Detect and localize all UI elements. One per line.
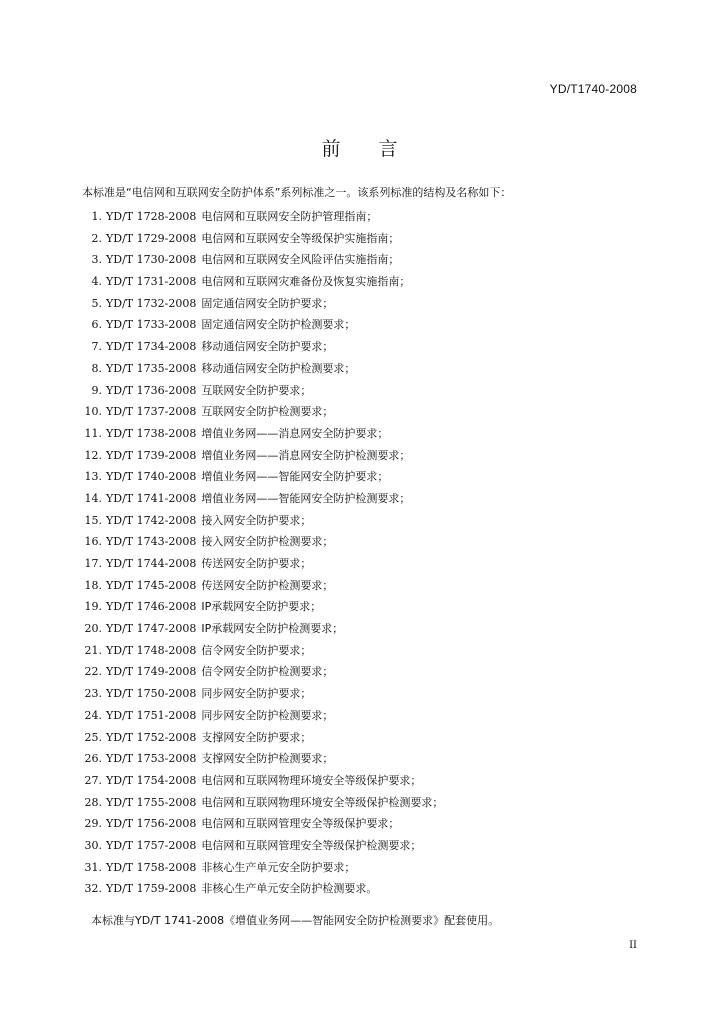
item-standard-code: YD/T 1739-2008 <box>106 448 197 462</box>
list-item <box>82 553 443 575</box>
item-standard-code: YD/T 1753-2008 <box>106 752 197 766</box>
item-standard-name: 电信网和互联网灾难备份及恢复实施指南； <box>201 275 411 289</box>
item-standard-name: 同步网安全防护检测要求； <box>201 708 334 722</box>
list-item <box>82 401 443 423</box>
item-number: 27. <box>84 773 102 787</box>
item-standard-name: 接入网安全防护检测要求； <box>201 535 334 549</box>
item-number: 22. <box>84 665 102 679</box>
item-standard-name: 非核心生产单元安全防护检测要求。 <box>201 882 378 896</box>
item-number: 4. <box>91 275 102 289</box>
list-item <box>82 314 443 336</box>
item-standard-name: 互联网安全防护要求； <box>201 383 312 397</box>
item-number: 3. <box>91 253 102 267</box>
standards-list <box>82 206 443 900</box>
item-standard-code: YD/T 1745-2008 <box>106 578 197 592</box>
page-number: II <box>629 940 637 951</box>
list-item <box>82 792 443 814</box>
item-number: 31. <box>84 860 102 874</box>
item-number: 18. <box>84 578 102 592</box>
item-number: 15. <box>84 513 102 527</box>
item-number: 8. <box>91 361 102 375</box>
page-title: 前 言 <box>321 138 398 160</box>
item-standard-code: YD/T 1750-2008 <box>106 687 197 701</box>
item-standard-code: YD/T 1748-2008 <box>106 643 197 657</box>
item-standard-name: 信令网安全防护要求； <box>201 643 312 657</box>
item-number: 7. <box>91 340 102 354</box>
list-item <box>82 206 443 228</box>
item-number: 10. <box>84 405 102 419</box>
item-standard-code: YD/T 1756-2008 <box>106 817 197 831</box>
item-number: 14. <box>84 491 102 505</box>
list-item <box>82 249 443 271</box>
item-standard-code: YD/T 1734-2008 <box>106 340 197 354</box>
item-standard-name: 接入网安全防护要求； <box>201 513 312 527</box>
item-standard-code: YD/T 1738-2008 <box>106 426 197 440</box>
item-standard-name: 增值业务网——智能网安全防护要求； <box>201 470 389 484</box>
item-standard-name: 增值业务网——消息网安全防护要求； <box>201 426 389 440</box>
item-number: 21. <box>84 643 102 657</box>
item-number: 11. <box>84 426 102 440</box>
item-standard-code: YD/T 1757-2008 <box>106 838 197 852</box>
item-standard-code: YD/T 1740-2008 <box>106 470 197 484</box>
list-item <box>82 705 443 727</box>
item-standard-code: YD/T 1759-2008 <box>106 882 197 896</box>
item-standard-code: YD/T 1733-2008 <box>106 318 197 332</box>
list-item <box>82 380 443 402</box>
item-standard-code: YD/T 1742-2008 <box>106 513 197 527</box>
item-number: 24. <box>84 708 102 722</box>
item-number: 26. <box>84 752 102 766</box>
item-standard-name: 移动通信网安全防护要求； <box>201 340 334 354</box>
item-number: 1. <box>91 210 102 223</box>
item-number: 5. <box>91 296 102 310</box>
list-item <box>82 727 443 749</box>
item-standard-code: YD/T 1731-2008 <box>106 275 197 289</box>
list-item <box>82 813 443 835</box>
list-item <box>82 336 443 358</box>
item-standard-name: 同步网安全防护要求； <box>201 687 312 701</box>
item-standard-code: YD/T 1732-2008 <box>106 296 197 310</box>
item-standard-name: IP承载网安全防护要求； <box>201 600 322 614</box>
list-item <box>82 748 443 770</box>
list-item <box>82 683 443 705</box>
item-standard-name: 互联网安全防护检测要求； <box>201 405 334 419</box>
item-standard-code: YD/T 1751-2008 <box>106 708 197 722</box>
item-number: 32. <box>84 882 102 896</box>
list-item <box>82 661 443 683</box>
list-item <box>82 358 443 380</box>
footer-note: 本标准与YD/T 1741-2008《增值业务网——智能网安全防护检测要求》配套使用。 <box>91 914 500 927</box>
list-item <box>82 878 443 900</box>
item-number: 12. <box>84 448 102 462</box>
list-item <box>82 271 443 293</box>
item-standard-name: 电信网和互联网安全风险评估实施指南； <box>201 253 400 267</box>
item-standard-code: YD/T 1754-2008 <box>106 773 197 787</box>
list-item <box>82 445 443 467</box>
intro-paragraph: 本标准是“电信网和互联网安全防护体系”系列标准之一。该系列标准的结构及名称如下： <box>82 186 512 199</box>
item-standard-name: 电信网和互联网物理环境安全等级保护要求； <box>201 773 422 787</box>
item-standard-name: 电信网和互联网物理环境安全等级保护检测要求； <box>201 795 444 809</box>
list-item <box>82 640 443 662</box>
item-standard-name: 移动通信网安全防护检测要求； <box>201 361 356 375</box>
item-standard-name: 非核心生产单元安全防护要求； <box>201 860 356 874</box>
list-item <box>82 835 443 857</box>
item-number: 17. <box>84 557 102 570</box>
item-standard-name: 固定通信网安全防护检测要求； <box>201 318 356 332</box>
item-number: 30. <box>84 838 102 852</box>
item-standard-code: YD/T 1743-2008 <box>106 535 197 549</box>
item-number: 13. <box>84 470 102 484</box>
list-item <box>82 228 443 250</box>
item-standard-name: 电信网和互联网安全等级保护实施指南； <box>201 231 400 245</box>
list-item <box>82 531 443 553</box>
item-standard-code: YD/T 1741-2008 <box>106 491 197 505</box>
item-standard-name: 传送网安全防护检测要求； <box>201 578 334 592</box>
list-item <box>82 510 443 532</box>
standard-code-header: YD/T1740-2008 <box>549 82 637 96</box>
item-standard-code: YD/T 1730-2008 <box>106 253 197 267</box>
list-item <box>82 423 443 445</box>
item-standard-name: 电信网和互联网管理安全等级保护要求； <box>201 817 400 831</box>
item-standard-name: 增值业务网——智能网安全防护检测要求； <box>201 491 411 505</box>
item-standard-code: YD/T 1736-2008 <box>106 383 197 397</box>
item-standard-code: YD/T 1758-2008 <box>106 860 197 874</box>
item-standard-name: IP承载网安全防护检测要求； <box>201 622 344 636</box>
item-number: 6. <box>91 318 102 332</box>
item-standard-name: 支撑网安全防护要求； <box>201 730 312 744</box>
item-standard-code: YD/T 1752-2008 <box>106 730 197 744</box>
item-standard-name: 电信网和互联网管理安全等级保护检测要求； <box>201 838 422 852</box>
list-item <box>82 618 443 640</box>
item-number: 9. <box>91 383 102 397</box>
item-standard-code: YD/T 1749-2008 <box>106 665 197 679</box>
item-standard-code: YD/T 1755-2008 <box>106 795 197 809</box>
item-standard-name: 支撑网安全防护检测要求； <box>201 752 334 766</box>
item-standard-name: 固定通信网安全防护要求； <box>201 296 334 310</box>
item-number: 20. <box>84 622 102 636</box>
item-standard-code: YD/T 1729-2008 <box>106 231 197 245</box>
item-standard-name: 增值业务网——消息网安全防护检测要求； <box>201 448 411 462</box>
list-item <box>82 575 443 597</box>
item-number: 16. <box>84 535 102 549</box>
item-standard-name: 信令网安全防护检测要求； <box>201 665 334 679</box>
item-number: 29. <box>84 817 102 831</box>
item-number: 28. <box>84 795 102 809</box>
item-number: 23. <box>84 687 102 701</box>
item-number: 25. <box>84 730 102 744</box>
list-item <box>82 293 443 315</box>
list-item <box>82 770 443 792</box>
item-standard-code: YD/T 1747-2008 <box>106 622 197 636</box>
item-number: 2. <box>91 231 102 245</box>
list-item <box>82 596 443 618</box>
list-item <box>82 488 443 510</box>
list-item <box>82 857 443 879</box>
list-item <box>82 466 443 488</box>
item-number: 19. <box>84 600 102 614</box>
item-standard-code: YD/T 1737-2008 <box>106 405 197 419</box>
item-standard-code: YD/T 1746-2008 <box>106 600 197 614</box>
item-standard-name: 电信网和互联网安全防护管理指南； <box>201 210 378 223</box>
item-standard-name: 传送网安全防护要求； <box>201 557 312 570</box>
item-standard-code: YD/T 1735-2008 <box>106 361 197 375</box>
item-standard-code: YD/T 1744-2008 <box>106 557 197 570</box>
item-standard-code: YD/T 1728-2008 <box>106 210 197 223</box>
